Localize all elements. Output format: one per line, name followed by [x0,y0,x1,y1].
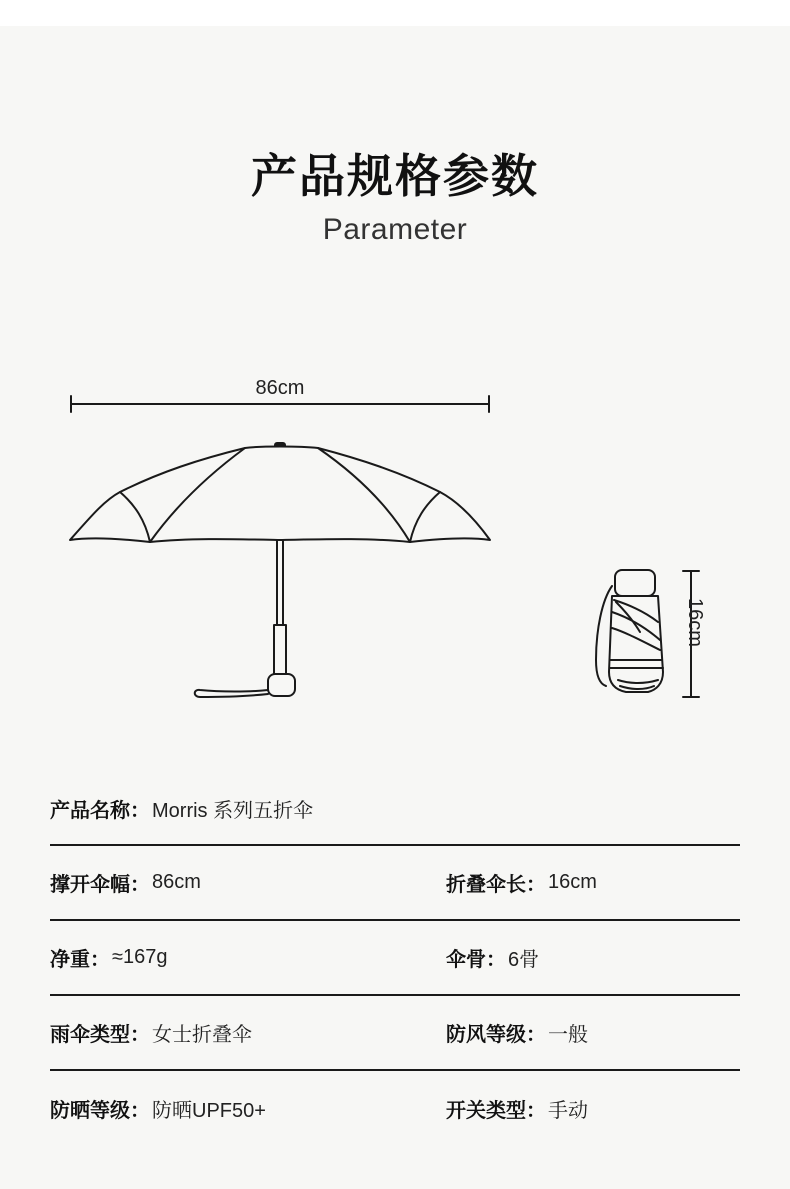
spec-item-product-name [50,776,313,840]
spec-value: 6骨 [508,949,540,971]
spec-item-folded-length [446,846,597,919]
spec-value: 女士折叠伞 [152,1024,252,1046]
spec-label: 净重： [50,947,110,971]
spec-label: 折叠伞长： [446,872,546,896]
spec-label: 开关类型： [446,1098,546,1122]
open-umbrella-icon [70,443,490,697]
page-subtitle: Parameter [322,213,468,246]
spec-label: 防风等级： [446,1022,546,1046]
spec-item-wind-rating [446,996,588,1069]
spec-value: Morris 系列五折伞 [152,799,314,822]
spec-label: 产品名称： [50,797,150,822]
spec-row [50,921,740,996]
spec-item-ribs [446,921,539,994]
spec-value: ≈167g [112,946,168,968]
page-title: 产品规格参数 [251,149,539,203]
spec-row [50,846,740,921]
spec-table [50,780,740,1146]
spec-row-product-name [50,780,740,846]
spec-label: 撑开伞幅： [50,872,150,896]
spec-item-open-width [50,846,201,919]
spec-value: 16cm [548,871,597,893]
open-width-label: 86cm [255,377,305,399]
spec-value: 防晒UPF50+ [152,1100,266,1122]
spec-row [50,996,740,1071]
spec-row [50,1071,740,1146]
spec-item-net-weight [50,921,167,994]
folded-length-label: 16cm [684,598,706,647]
spec-value: 手动 [548,1100,588,1122]
spec-label: 防晒等级： [50,1098,150,1122]
spec-item-uv-rating [50,1071,266,1146]
spec-item-open-type [446,1071,588,1146]
folded-umbrella-icon [596,570,663,692]
spec-label: 伞骨： [446,947,506,971]
spec-item-umbrella-type [50,996,252,1069]
spec-label: 雨伞类型： [50,1022,150,1046]
spec-value: 一般 [548,1024,588,1046]
spec-value: 86cm [152,871,201,893]
